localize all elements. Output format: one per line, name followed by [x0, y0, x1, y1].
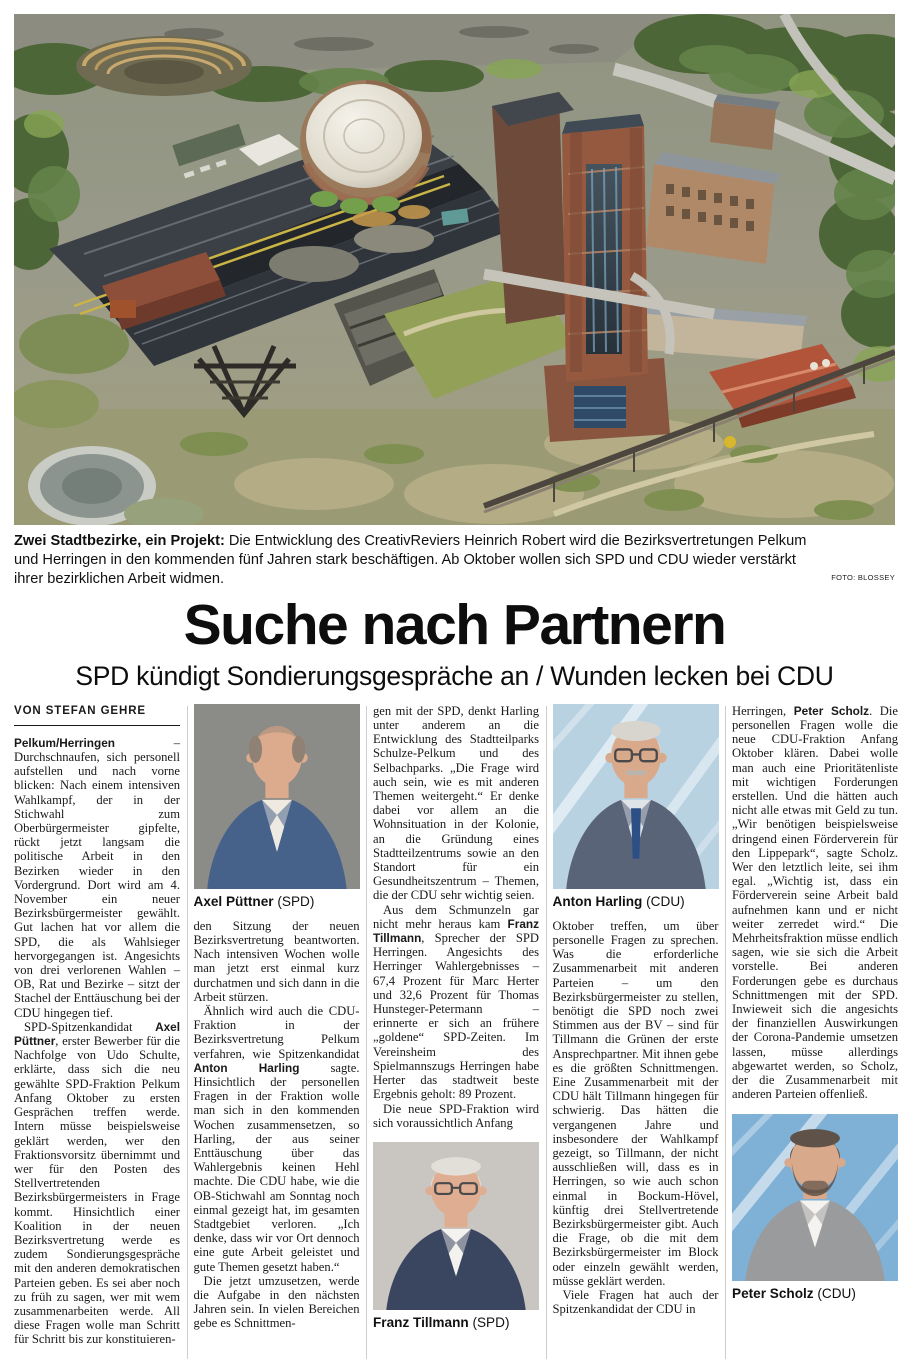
text-run: Viele Fragen hat auch der Spitzenkandidat der CDU in — [552, 1288, 719, 1317]
article-paragraph — [373, 1102, 539, 1130]
text-run: sagte. Hinsichtlich der personellen Fragen in der Fraktion wolle man sich in den kommenden Wochen zusammensetzen, so Harling, der aus seiner Enttäuschung über das Wahlergebnis keinen Hehl machte. Die CDU habe, wie die OB-Stichwahl am Sonntag noch einmal gezeigt hat, im gesamten Stadtgebiet verloren. „Ich denke, dass wir vor Ort dennoch eine gute Arbeit geleistet und gute Themen gesetzt haben.“ — [193, 1060, 360, 1274]
bold-name: Pelkum/Herringen — [14, 735, 115, 750]
text-run: Die neue SPD-Fraktion wird sich voraussichtlich Anfang — [373, 1101, 539, 1130]
aerial-photo-scene — [14, 14, 895, 525]
article-paragraph — [553, 919, 719, 1288]
portrait-axel — [194, 704, 360, 910]
photo-caption-lead: Zwei Stadtbezirke, ein Projekt: — [14, 533, 225, 549]
portrait-photo — [553, 704, 719, 889]
portrait-caption: Peter Scholz (CDU) — [732, 1285, 856, 1301]
headline: Suche nach Partnern — [183, 593, 726, 657]
aerial-photo — [14, 14, 895, 525]
portrait-caption-name: Franz Tillmann — [373, 1314, 469, 1330]
article-paragraph — [732, 704, 898, 1102]
text-run: , erster Bewerber für die Nachfolge von Udo Schulte, erklärte, dass sich die neu gewählte SPD-Fraktion Pelkum Anfang Oktober zu ersten Gesprächen treffen werde. Intern müsse beispielsweise geklärt werden, wer den Fraktionsvorsitz übernimmt und wer für den Posten des Stellvertretenden Bezirksbürgermeisters in Frage kommt. Hinsichtlich einer Koalition in der neuen Bezirksvertretung werde es zudem Sondierungsgespräche mit den anderen demokratischen Parteien geben. Es sei aber noch zu früh zu sagen, wer mit wem zusammenarbeiten werde. All diese Fragen wolle man Schritt für Schritt bis zur konstituieren- — [14, 1034, 180, 1347]
portrait-photo — [194, 704, 360, 889]
article-column-4 — [553, 704, 719, 1317]
portrait-caption-name: Anton Harling — [552, 893, 643, 909]
photo-credit: FOTO: BLOSSEY — [831, 573, 895, 582]
bold-name: Franz Tillmann — [373, 916, 539, 946]
text-run: Aus dem Schmunzeln gar nicht mehr heraus kam — [373, 902, 539, 931]
article-columns — [14, 703, 898, 1347]
text-run: , Sprecher der SPD Herringen. Angesichts des Herringer Wahlergebnisses – 67,4 Prozent für Marc Herter und 32,6 Prozent für Thomas Hunsteger-Petermann – erinnerte er sich an frühere „goldene“ SPD-Zeiten. Im Vereinsheim des Spielmannszugs Herringen habe Herter das stadtweit beste Ergebnis geholt: 89 Prozent. — [373, 931, 539, 1102]
portrait-caption-name: Peter Scholz — [732, 1285, 814, 1301]
text-run: gen mit der SPD, denkt Harling unter anderem an die Entwicklung des Stadtteilparks Schulze-Pelkum und des Selbachparks. „Die Frage wird auch sein, wie es mit anderen Themen weitergeht.“ Er denke dabei vor allem an die Wohnsituation in der Kolonie, an die Gründung eines Stadtteilzentrums sowie an den Standort für ein Gesundheitszentrum – Themen, die der CDU sehr wichtig seien. — [373, 703, 539, 903]
article-column-2 — [194, 704, 360, 1331]
article-column-5 — [732, 704, 898, 1302]
photo-caption-text: Die Entwicklung des CreativReviers Heinrich Robert wird die Bezirksvertretungen Pelkum und Herringen in den kommenden fünf Jahren stark beschäftigen. Ab Oktober wollen sich SPD und CDU wieder verstärkt ihrer bezirklichen Arbeit widmen. — [14, 533, 807, 587]
portrait-caption-name: Axel Püttner — [193, 893, 274, 909]
portrait-caption: Anton Harling (CDU) — [552, 893, 685, 909]
subheadline: SPD kündigt Sondierungsgespräche an / Wunden lecken bei CDU — [75, 661, 834, 691]
portrait-caption: Axel Püttner (SPD) — [193, 893, 315, 909]
bold-name: Peter Scholz — [793, 703, 870, 718]
portrait-tillmann — [373, 1142, 539, 1331]
portrait-scholz — [732, 1114, 898, 1302]
text-run: Oktober treffen, um über personelle Fragen zu sprechen. Was die erforderliche Zusammenarbeit mit anderen Parteien – um den Bezirksbürgermeister zu stellen, benötigt die SPD noch zwei Stimmen aus der BV – sind für Tillmann die Grünen der erste Ansprechpartner. Mit ihnen gebe es die größten Schnittmengen. Eine Zusammenarbeit mit der CDU hält Tillmann hingegen für schwierig. Das hätten die vergangenen Jahre und insbesondere der Wahlkampf gezeigt, so Tillmann, der nicht ausschließen will, dass es in Herringen, so wie auch schon einmal in Bockum-Hövel, künftig drei Stellvertretende Bezirksbürgermeister gibt. Auch die Frage, ob die mit dem Bezirksbürgermeister im Block oder einzeln gewählt werden, müsse geklärt werden. — [552, 918, 719, 1288]
article-paragraph — [194, 1274, 360, 1331]
amphitheatre — [76, 36, 252, 96]
article-paragraph — [14, 1020, 180, 1347]
text-run: SPD-Spitzenkandidat — [24, 1019, 156, 1034]
portrait-photo — [732, 1114, 898, 1281]
text-run: Ähnlich wird auch die CDU-Fraktion in der Bezirksvertretung Pelkum verfahren, wie Spitzenkandidat — [193, 1003, 360, 1061]
article-column-3 — [373, 704, 539, 1331]
bold-name: Axel Püttner — [14, 1019, 180, 1049]
byline: VON STEFAN GEHRE — [14, 704, 180, 726]
portrait-photo — [373, 1142, 539, 1310]
bold-name: Anton Harling — [193, 1060, 300, 1075]
article-paragraph — [14, 736, 180, 1020]
article-paragraph — [373, 903, 539, 1102]
article-paragraph — [373, 704, 539, 903]
text-run: Die jetzt umzusetzen, werde die Aufgabe in den nächsten Jahren sein. In vielen Bereichen gebe es Schnittmen- — [193, 1273, 360, 1331]
portrait-caption: Franz Tillmann (SPD) — [373, 1314, 510, 1330]
article-column-1 — [14, 704, 180, 1347]
article-paragraph — [194, 1004, 360, 1274]
article-paragraph — [553, 1288, 719, 1316]
text-run: – Durchschnaufen, sich personell aufstellen und nach vorne blicken: Nach einem intensiven Wahlkampf, der in der Stichwahl zum Oberbürgermeister gipfelte, rückt jetzt langsam die politische Arbeit in den Bezirken wieder in den Vordergrund. Dort wird am 4. November ein neuer Bezirksbürgermeister gewählt. Gut lachen hat vor allem die SPD, die als Wahlsieger hervorgegangen ist. Angesichts von drei verlorenen Wahlen – OB, Rat und Bezirke – sitzt der Stachel der Enttäuschung bei der CDU hingegen tief. — [14, 735, 180, 1020]
text-run: den Sitzung der neuen Bezirksvertretung beantworten. Nach intensiven Wochen wolle man jetzt erst einmal kurz durchatmen und sich dann in die Arbeit stürzen. — [193, 918, 360, 1004]
text-run: Herringen, — [732, 703, 794, 718]
photo-caption — [14, 532, 895, 589]
text-run: . Die personellen Fragen wolle die neue CDU-Fraktion Anfang Oktober klären. Dabei wolle man auch eine Prioritätenliste mit wichtigen Forderungen erstellen. Und die hätten auch nicht alle etwas mit Geld zu tun. „Wir benötigen beispielsweise dringend einen Förderverein für den Lippepark“, sagte Scholz. Wer den letztlich leite, sei ihm egal. „Wichtig ist, dass ein Förderverein seine Arbeit bald aufnehmen kann und er nicht weiter zerredet wird.“ Die Mehrheitsfraktion müsse endlich sagen, wie sie sich die Arbeit vorstelle. Bei anderen Forderungen gebe es durchaus Schnittmengen mit der SPD. Inwieweit sich die angesichts der finanziellen Auswirkungen der Corona-Pandemie umsetzen lassen, müsse allerdings abgewartet werden, so Scholz, der die Zusammenarbeit mit anderen Parteien offenließ. — [732, 703, 898, 1102]
portrait-harling — [553, 704, 719, 910]
article-paragraph — [194, 919, 360, 1004]
